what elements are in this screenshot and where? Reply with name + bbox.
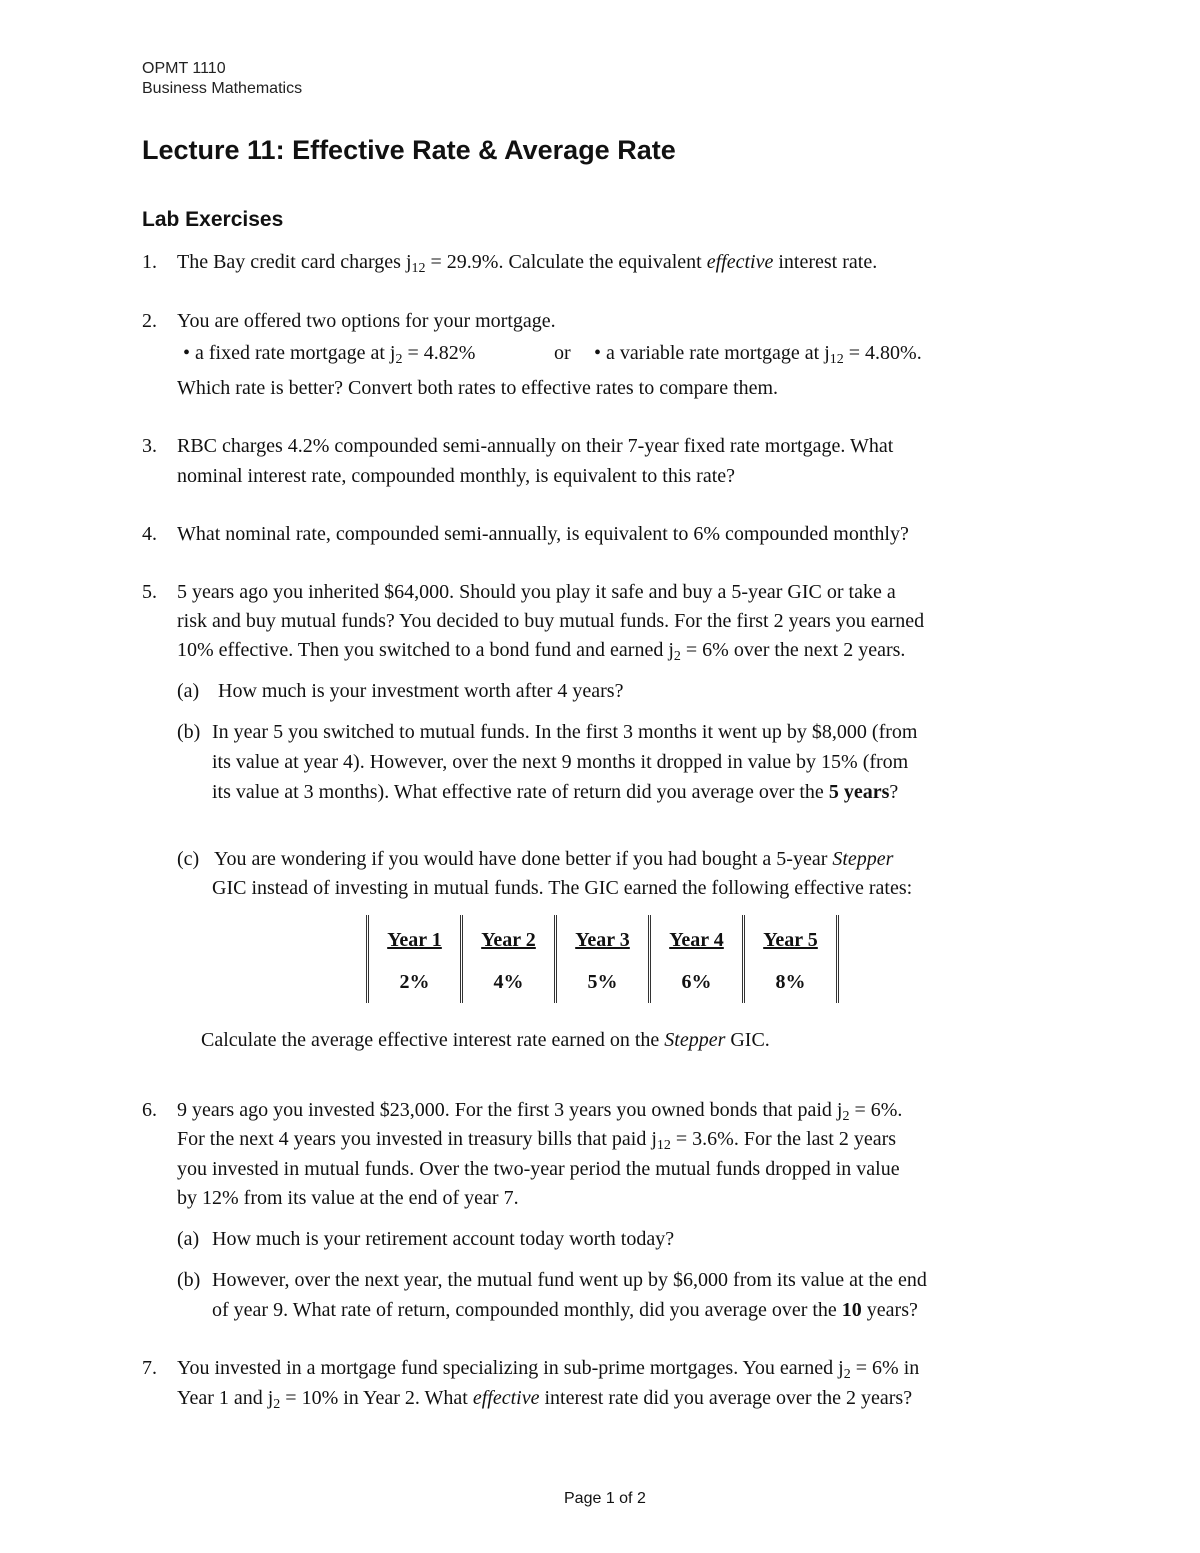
course-code: OPMT 1110 [142, 60, 226, 77]
year-rate: 8% [775, 971, 806, 993]
question-4-number: 4. [142, 523, 157, 545]
question-2-option-fixed: • a fixed rate mortgage at $j_2 = 4.82\%$ [183, 342, 476, 367]
question-5a-text: How much is your investment worth after 4 years? [218, 680, 624, 702]
page-title: Lecture 11: Effective Rate & Average Rate [142, 135, 676, 165]
question-6-line-3: you invested in mutual funds. Over the two-year period the mutual funds dropped in value [177, 1158, 900, 1180]
question-2-line-3: Which rate is better? Convert both rates to effective rates to compare them. [177, 377, 779, 399]
year-rate: 4% [493, 971, 524, 993]
question-6-line-4: by 12% from its value at the end of year 7. [177, 1187, 519, 1209]
question-4-line-1: What nominal rate, compounded semi-annually, is equivalent to 6% compounded monthly? [177, 523, 909, 545]
question-7-number: 7. [142, 1357, 157, 1379]
question-7-line-2: Year 1 and $j_2 = 10\%$ in Year 2. What effective interest rate did you average over the 2 years? [177, 1387, 913, 1412]
section-heading: Lab Exercises [142, 208, 284, 231]
question-3-number: 3. [142, 435, 157, 457]
question-5c-instruction: Calculate the average effective interest rate earned on the Stepper GIC. [201, 1029, 770, 1051]
question-6-line-2: For the next 4 years you invested in treasury bills that paid $j_{12} = 3.6\%$. For the last 2 years [177, 1128, 897, 1153]
question-5b-label: (b) [177, 721, 201, 743]
year-rate: 2% [399, 971, 430, 993]
question-5c-line-1: You are wondering if you would have done better if you had bought a 5-year Stepper [214, 848, 894, 870]
table-column-year-1 [366, 915, 460, 1003]
year-header: Year 4 [669, 929, 724, 951]
table-column-year-5 [742, 915, 839, 1003]
question-6b-line-1: However, over the next year, the mutual fund went up by $6,000 from its value at the end [212, 1269, 927, 1291]
question-1-number: 1. [142, 251, 157, 273]
question-5-line-1: 5 years ago you inherited $64,000. Should you play it safe and buy a 5-year GIC or take a [177, 581, 896, 603]
year-header: Year 1 [387, 929, 442, 951]
question-5-number: 5. [142, 581, 157, 603]
question-6a-text: How much is your retirement account today worth today? [212, 1228, 675, 1250]
question-6-line-1: 9 years ago you invested $23,000. For the first 3 years you owned bonds that paid $j_2 = 6\%$. [177, 1099, 903, 1124]
question-2-number: 2. [142, 310, 157, 332]
stepper-gic-rates-table [366, 915, 839, 1003]
question-6b-label: (b) [177, 1269, 201, 1291]
question-5c-line-2: GIC instead of investing in mutual funds. The GIC earned the following effective rates: [212, 877, 913, 899]
question-6b-line-2: of year 9. What rate of return, compounded monthly, did you average over the 10 years? [212, 1299, 918, 1321]
question-2-line-1: You are offered two options for your mortgage. [177, 310, 556, 332]
page-number: Page 1 of 2 [564, 1490, 646, 1507]
question-2-option-variable: • a variable rate mortgage at $j_{12} = 4.80\%$. [594, 342, 922, 367]
year-header: Year 5 [763, 929, 818, 951]
question-5b-line-1: In year 5 you switched to mutual funds. In the first 3 months it went up by $8,000 (from [212, 721, 918, 743]
question-7-line-1: You invested in a mortgage fund specializing in sub-prime mortgages. You earned $j_2 = 6\%$ in [177, 1357, 920, 1382]
table-column-year-4 [648, 915, 742, 1003]
question-5b-line-3: its value at 3 months). What effective rate of return did you average over the 5 years? [212, 781, 899, 803]
question-6a-label: (a) [177, 1228, 200, 1250]
question-5-line-3: 10% effective. Then you switched to a bond fund and earned $j_2 = 6\%$ over the next 2 years. [177, 639, 906, 664]
table-column-year-3 [554, 915, 648, 1003]
question-5a-label: (a) [177, 680, 200, 702]
question-1-text: The Bay credit card charges $j_{12} = 29.9\%$. Calculate the equivalent effective interest rate. [177, 251, 878, 276]
year-rate: 5% [587, 971, 618, 993]
question-3-line-2: nominal interest rate, compounded monthly, is equivalent to this rate? [177, 465, 736, 487]
question-5b-line-2: its value at year 4). However, over the next 9 months it dropped in value by 15% (from [212, 751, 909, 773]
course-name: Business Mathematics [142, 80, 303, 97]
question-2-or: or [554, 342, 571, 364]
year-header: Year 3 [575, 929, 630, 951]
question-5-line-2: risk and buy mutual funds? You decided to buy mutual funds. For the first 2 years you earned [177, 610, 925, 632]
question-3-line-1: RBC charges 4.2% compounded semi-annually on their 7-year fixed rate mortgage. What [177, 435, 894, 457]
table-column-year-2 [460, 915, 554, 1003]
question-6-number: 6. [142, 1099, 157, 1121]
question-5c-label: (c) [177, 848, 200, 870]
year-rate: 6% [681, 971, 712, 993]
year-header: Year 2 [481, 929, 536, 951]
